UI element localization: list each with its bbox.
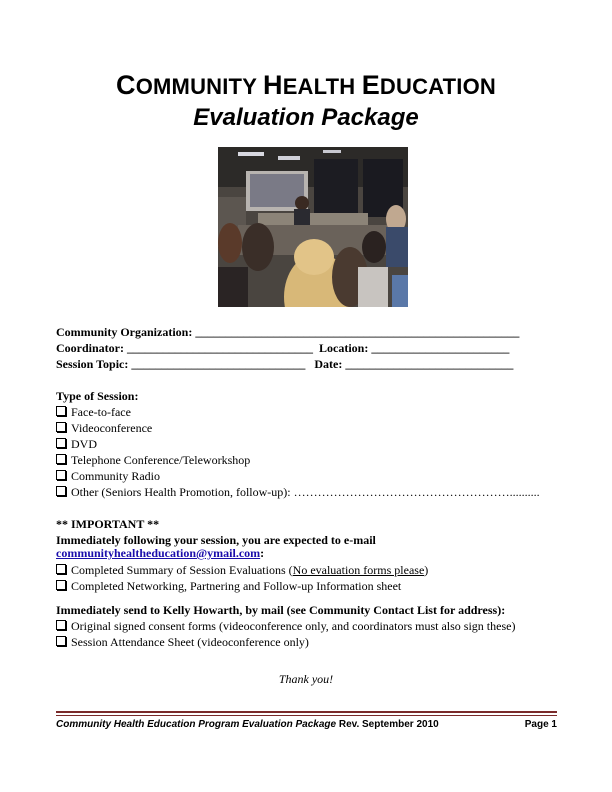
document-subtitle: Evaluation Package <box>193 104 419 131</box>
mail-section <box>56 602 515 650</box>
mail-checklist-item[interactable]: Original signed consent forms (videoconference only, and coordinators must also sign these) <box>56 618 515 634</box>
classroom-photo-illustration <box>218 147 408 307</box>
checkbox-icon[interactable] <box>56 406 66 416</box>
checkbox-icon[interactable] <box>56 470 66 480</box>
checkbox-icon[interactable] <box>56 486 66 496</box>
footer-revision: Rev. September 2010 <box>336 719 439 730</box>
footer-program-title: Community Health Education Program Evaluation Package <box>56 719 337 730</box>
important-heading: ** IMPORTANT ** <box>56 517 160 531</box>
session-type-option[interactable]: Community Radio <box>56 468 540 484</box>
mail-checklist-item[interactable]: Session Attendance Sheet (videoconference only) <box>56 634 515 650</box>
mail-heading: Immediately send to Kelly Howarth, by mail (see Community Contact List for address): <box>56 603 506 617</box>
session-type-heading: Type of Session: <box>56 389 139 403</box>
email-checklist-item[interactable]: Completed Summary of Session Evaluations (No evaluation forms please) <box>56 562 428 578</box>
email-link[interactable]: communityhealtheducation@ymail.com <box>56 546 261 560</box>
organization-field[interactable]: ______________________________________________________ <box>195 325 520 339</box>
coordinator-row <box>56 340 519 356</box>
session-info-form <box>56 324 519 372</box>
session-type-option[interactable]: Videoconference <box>56 420 540 436</box>
thank-you-note: Thank you! <box>278 672 334 686</box>
page-footer <box>56 719 557 730</box>
organization-label: Community Organization: <box>56 325 193 339</box>
location-label: Location: <box>319 341 369 355</box>
session-type-option[interactable]: Telephone Conference/Teleworkshop <box>56 452 540 468</box>
coordinator-field[interactable]: _______________________________ <box>127 341 313 355</box>
document-title: COMMUNITY HEALTH EDUCATION <box>116 70 496 100</box>
session-type-option[interactable]: DVD <box>56 436 540 452</box>
topic-row <box>56 356 519 372</box>
checkbox-icon[interactable] <box>56 454 66 464</box>
checkbox-icon[interactable] <box>56 580 66 590</box>
coordinator-label: Coordinator: <box>56 341 124 355</box>
page-number: Page 1 <box>524 719 557 730</box>
footer-divider <box>56 711 557 713</box>
checkbox-icon[interactable] <box>56 636 66 646</box>
session-topic-label: Session Topic: <box>56 357 129 371</box>
checkbox-icon[interactable] <box>56 564 66 574</box>
date-label: Date: <box>314 357 343 371</box>
session-type-option[interactable]: Face-to-face <box>56 404 540 420</box>
checkbox-icon[interactable] <box>56 438 66 448</box>
session-type-section <box>56 388 540 500</box>
checkbox-icon[interactable] <box>56 620 66 630</box>
session-type-option-other[interactable]: Other (Seniors Health Promotion, follow-up): ……………………………………………….......... <box>56 484 540 500</box>
important-section <box>56 516 428 594</box>
email-checklist-item[interactable]: Completed Networking, Partnering and Follow-up Information sheet <box>56 578 428 594</box>
location-field[interactable]: _______________________ <box>371 341 510 355</box>
session-topic-field[interactable]: _____________________________ <box>131 357 306 371</box>
email-instruction: Immediately following your session, you are expected to e-mail communityhealtheducation@ymail.com: <box>56 533 376 560</box>
checkbox-icon[interactable] <box>56 422 66 432</box>
footer-divider-thin <box>56 715 557 716</box>
organization-row <box>56 324 519 340</box>
session-photo <box>218 147 408 307</box>
date-field[interactable]: ____________________________ <box>345 357 514 371</box>
